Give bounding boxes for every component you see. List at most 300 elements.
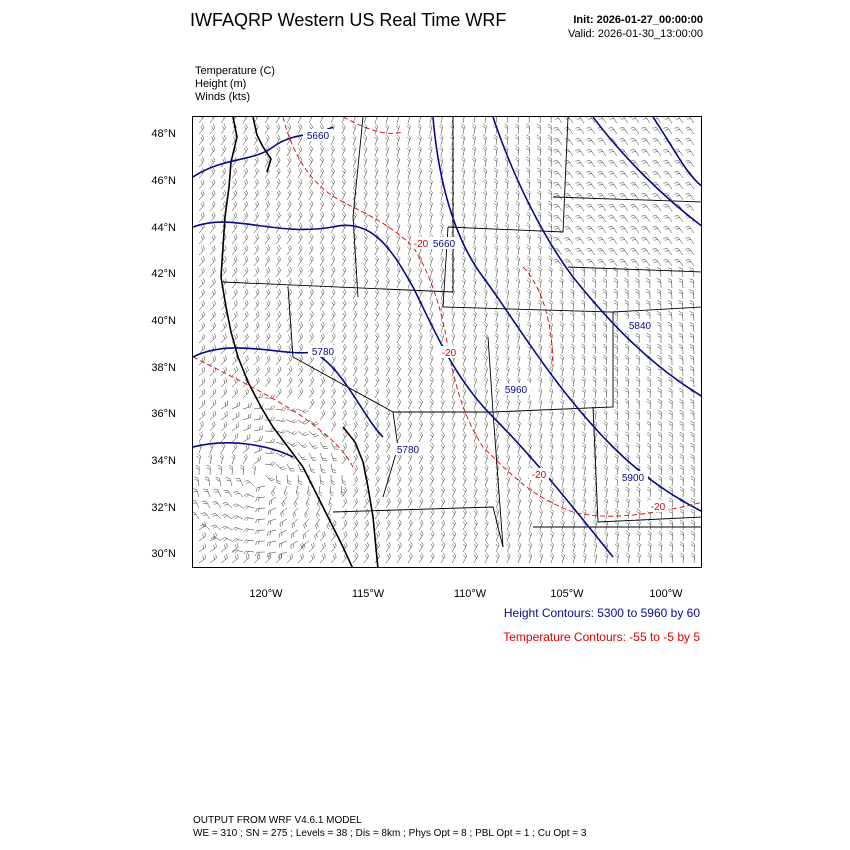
wind-barb [386,117,389,123]
wind-barb [645,249,650,256]
wind-barb-feather [505,170,508,172]
wind-barb-feather [201,148,203,152]
wind-barb-feather [461,203,464,206]
wind-barb-feather [301,322,303,326]
wind-barb-feather [333,311,335,314]
wind-barb-feather [494,236,497,239]
wind-barb-feather [485,322,488,325]
wind-barb-feather [246,245,248,249]
wind-barb-feather [236,367,237,371]
wind-barb-feather [610,185,614,186]
wind-barb-feather [356,476,358,480]
wind-barb [540,258,541,266]
wind-barb-feather [548,201,551,203]
wind-barb [562,313,563,321]
wind-barb-feather [483,168,486,171]
wind-barb-feather [625,347,628,349]
wind-barb-feather [483,159,486,162]
wind-barb-feather [244,170,246,174]
wind-barb-feather [396,148,399,151]
wind-barb-feather [341,492,344,494]
wind-barb-feather [599,251,603,252]
wind-barb-feather [516,335,519,338]
wind-barb-feather [597,205,601,206]
wind-barb [199,216,204,222]
wind-barb-feather [593,355,596,357]
wind-barb-feather [353,170,356,173]
wind-barb-feather [226,389,227,393]
wind-barb-feather [408,258,411,261]
wind-barb-feather [353,181,355,184]
wind-barb-feather [301,472,305,473]
wind-barb-feather [462,135,465,138]
wind-barb-feather [528,366,531,369]
legend-height: Height (m) [195,78,247,90]
wind-barb [485,170,487,178]
wind-barb [639,500,640,508]
wind-barb-feather [646,311,650,313]
wind-barb-feather [355,489,357,493]
wind-barb-feather [419,201,422,204]
wind-barb [441,336,444,343]
wind-barb [221,326,227,332]
wind-barb [518,313,520,321]
wind-barb [551,280,552,288]
wind-barb [601,205,606,212]
wind-barb [298,442,304,448]
wind-barb-feather [691,476,695,478]
wind-barb-feather [420,478,422,481]
wind-barb [265,315,270,321]
wind-barb-feather [364,203,367,206]
wind-barb-feather [553,128,557,129]
wind-barb-feather [257,256,259,260]
wind-barb-feather [516,245,519,247]
wind-barb-feather [290,355,292,359]
wind-barb-feather [343,291,345,294]
wind-barb-feather [255,203,257,207]
wind-barb-feather [299,258,301,262]
wind-barb-feather [419,368,422,371]
wind-barb-feather [668,314,672,316]
wind-barb-feather [643,240,647,241]
wind-barb-feather [441,489,443,492]
wind-barb-feather [560,456,563,459]
wind-barb-feather [441,467,443,470]
wind-barb-feather [332,401,334,405]
wind-barb [667,227,672,234]
wind-barb-feather [353,117,356,118]
wind-barb-feather [290,234,292,237]
wind-barb-feather [527,236,530,238]
wind-barb-feather [343,412,345,416]
wind-barb-feather [331,159,333,162]
wind-barb-feather [586,128,590,129]
wind-barb-feather [647,443,650,445]
wind-barb [287,293,292,300]
wind-barb-feather [625,270,629,272]
wind-barb-feather [259,415,260,419]
wind-barb-feather [367,454,369,458]
wind-barb-feather [345,399,347,403]
wind-barb-feather [364,258,366,261]
wind-barb-feather [273,439,275,443]
wind-barb-feather [615,456,618,458]
wind-barb-feather [375,247,377,250]
wind-barb-feather [356,465,358,469]
wind-barb-feather [461,117,464,118]
wind-barb-feather [342,148,345,151]
wind-barb-feather [429,159,432,162]
wind-barb-feather [277,214,279,218]
wind-barb-feather [224,190,226,194]
wind-barb-feather [396,117,399,118]
wind-barb-feather [637,487,640,489]
wind-barb-feather [680,432,684,434]
wind-barb [265,216,270,223]
wind-barb-feather [262,415,263,419]
wind-barb-feather [473,256,476,259]
wind-barb [634,117,639,123]
wind-barb [298,464,301,472]
wind-barb-feather [464,454,467,457]
wind-barb-feather [202,421,204,425]
wind-barb-feather [273,395,275,399]
wind-barb [397,160,400,168]
wind-barb [623,205,628,212]
wind-barb-feather [462,280,465,283]
wind-barb-feather [549,379,552,382]
wind-barb-feather [345,388,347,392]
wind-barb-feather [646,281,650,283]
wind-barb-feather [610,240,614,241]
wind-barb-feather [212,126,214,130]
wind-barb-feather [301,377,303,381]
wind-barb-feather [453,465,455,468]
wind-barb-feather [632,229,636,230]
wind-barb-feather [397,179,400,182]
wind-barb-feather [669,421,673,423]
wind-barb-feather [235,390,236,394]
wind-barb-feather [364,291,366,294]
wind-barb-feather [255,159,257,163]
wind-barb-feather [679,311,683,313]
wind-barb [661,445,662,453]
wind-barb [689,227,694,234]
wind-barb-feather [472,117,475,118]
wind-barb-feather [484,300,487,303]
wind-barb-feather [321,247,323,250]
wind-barb [243,467,244,475]
wind-barb-feather [375,280,377,283]
wind-barb-feather [582,388,585,390]
wind-barb-feather [386,324,388,327]
wind-barb-feather [550,432,553,435]
wind-barb-feather [539,399,542,402]
wind-barb [650,489,651,497]
wind-barb-feather [583,443,586,446]
wind-barb [210,150,215,156]
wind-barb-feather [527,146,530,148]
wind-barb-feather [257,201,259,205]
wind-barb-feather [376,267,378,270]
wind-barb-feather [289,157,291,160]
wind-barb-feather [376,212,379,215]
wind-barb [551,159,552,167]
wind-barb-feather [277,483,281,484]
wind-barb-feather [409,311,412,314]
wind-barb [579,172,584,179]
wind-barb-feather [255,170,257,174]
wind-barb-feather [647,336,651,338]
wind-barb-feather [306,513,308,517]
wind-barb [210,260,215,266]
wind-barb-feather [473,335,476,338]
wind-barb-feather [495,302,498,305]
wind-barb-feather [582,478,585,481]
wind-barb-feather [441,333,444,336]
wind-barb-feather [625,423,628,425]
wind-barb [287,359,292,365]
wind-barb [452,424,455,431]
wind-barb-feather [527,269,530,271]
wind-barb-feather [323,322,325,325]
wind-barb-feather [575,260,579,261]
wind-barb-feather [643,218,647,219]
wind-barb-feather [256,214,258,218]
wind-barb-feather [273,491,275,495]
wind-barb [331,403,336,410]
wind-barb-feather [386,214,389,217]
wind-barb [496,192,498,200]
wind-barb [243,315,248,321]
wind-barb [441,413,444,420]
wind-barb-feather [472,225,475,228]
wind-barb-feather [410,432,412,435]
wind-barb-feather [333,423,335,427]
wind-barb-feather [310,269,312,273]
wind-barb-feather [355,311,357,314]
wind-barb-feather [537,117,540,118]
wind-barb-feather [236,256,238,260]
wind-barb-feather [619,205,623,206]
wind-barb [573,302,574,310]
wind-barb-feather [343,313,345,316]
wind-barb-feather [665,251,669,252]
wind-barb-feather [669,465,672,467]
wind-barb-feather [441,390,444,393]
wind-barb-feather [615,498,618,500]
wind-barb-feather [462,256,465,259]
wind-barb-feather [593,344,596,346]
wind-barb-feather [658,476,661,478]
wind-barb-feather [271,439,273,442]
wind-barb-feather [538,291,541,293]
wind-barb [430,303,433,310]
wind-barb-feather [290,300,292,304]
wind-barb-feather [451,324,454,327]
wind-barb-feather [408,390,410,393]
wind-barb-feather [588,152,592,153]
wind-barb [540,192,541,200]
wind-barb [254,370,259,376]
wind-barb-feather [399,465,401,468]
wind-barb-feather [408,302,411,305]
wind-barb [243,392,249,398]
wind-barb [579,139,584,146]
wind-barb-feather [256,269,258,273]
wind-barb-feather [571,355,574,357]
wind-barb-feather [665,207,669,208]
wind-barb-feather [203,245,204,249]
wind-barb-feather [288,126,290,129]
wind-barb-feather [474,311,477,314]
wind-barb-feather [430,489,432,492]
wind-barb-feather [441,368,444,371]
wind-barb-feather [408,190,411,193]
wind-barb-feather [441,212,444,215]
wind-barb-feather [366,311,368,314]
wind-barb-feather [658,489,661,491]
wind-barb-feather [299,280,301,284]
wind-barb [518,269,520,277]
wind-barb-feather [614,368,617,370]
wind-barb-feather [625,366,628,368]
wind-barb-feather [376,390,378,393]
wind-barb-feather [505,236,508,239]
wind-barb [672,489,673,497]
wind-barb-feather [679,268,683,270]
wind-barb-feather [376,190,379,193]
wind-barb [232,416,239,420]
wind-barb [562,401,564,409]
wind-barb [331,453,334,461]
wind-barb-feather [560,300,563,302]
wind-barb-feather [269,355,271,359]
wind-barb-feather [690,369,694,371]
wind-barb [243,359,248,365]
wind-barb-feather [495,434,498,437]
wind-barb [584,269,585,277]
wind-barb-feather [365,267,367,270]
wind-barb [232,326,237,332]
wind-barb-feather [333,458,337,459]
wind-barb-feather [271,428,273,431]
wind-barb-feather [553,150,557,151]
wind-barb-feather [517,289,520,292]
wind-barb-feather [388,454,390,457]
wind-barb-feather [364,236,366,239]
wind-barb-feather [398,289,400,292]
wind-barb-feather [407,247,410,250]
wind-barb [232,457,235,464]
wind-barb-feather [320,481,324,483]
wind-barb-feather [420,311,423,314]
wind-barb-feather [484,256,487,259]
wind-barb-feather [300,234,302,238]
wind-barb-feather [495,368,498,371]
wind-barb-feather [321,291,323,295]
wind-barb [634,150,639,157]
wind-barb-feather [679,358,683,360]
wind-barb-feather [407,159,410,162]
wind-barb-feather [539,388,542,391]
wind-barb-feather [538,313,541,316]
wind-barb-feather [663,205,667,206]
wind-barb-feather [234,291,235,295]
wind-barb [634,172,639,179]
wind-barb-feather [517,357,520,360]
wind-barb-feather [409,500,411,503]
wind-barb [507,214,509,222]
wind-barb [678,150,683,157]
wind-barb-feather [311,469,315,470]
wind-barb-feather [354,291,356,294]
wind-barb-feather [430,346,433,349]
wind-barb-feather [685,205,689,206]
wind-barb-feather [294,512,295,516]
wind-barb-feather [453,476,455,479]
wind-barb-feather [212,181,214,185]
wind-barb-feather [669,413,673,415]
wind-barb-feather [234,324,235,328]
wind-barb-feather [462,146,465,149]
wind-barb [507,479,510,487]
wind-barb-feather [516,146,519,148]
wind-barb-feather [397,201,400,204]
wind-barb-feather [527,256,530,258]
wind-barb-feather [582,355,585,357]
wind-barb-feather [496,443,499,446]
wind-barb-feather [408,291,411,294]
wind-barb-feather [619,238,623,239]
wind-barb-feather [204,312,205,316]
wind-barb-feather [463,399,466,402]
wind-barb-feather [593,478,596,481]
wind-barb-feather [527,335,530,338]
wind-barb-feather [572,443,575,446]
wind-barb-feather [549,280,552,282]
wind-barb-feather [652,260,656,261]
wind-barb-feather [571,390,574,392]
wind-barb-feather [484,401,487,404]
wind-barb [265,359,270,365]
wind-barb [195,512,199,519]
wind-barb-feather [506,366,509,369]
wind-barb-feather [549,423,552,426]
wind-barb-feather [258,322,260,326]
wind-barb-feather [246,201,248,205]
wind-barb-feather [555,119,559,120]
wind-barb-feather [668,366,672,368]
wind-barb-feather [271,493,273,497]
wind-barb-feather [494,203,497,206]
wind-barb-feather [279,201,281,204]
wind-barb-feather [408,157,411,160]
wind-barb-feather [647,399,651,401]
wind-barb-feather [462,157,465,160]
wind-barb-feather [387,278,389,281]
wind-barb-feather [244,181,246,185]
wind-barb-feather [329,505,332,508]
wind-barb-feather [621,185,625,186]
wind-barb-feather [374,137,377,140]
wind-barb-feather [484,201,487,204]
wind-barb-feather [690,314,694,316]
wind-barb-feather [538,190,541,192]
wind-barb-feather [364,170,367,173]
wind-barb-feather [463,478,465,481]
